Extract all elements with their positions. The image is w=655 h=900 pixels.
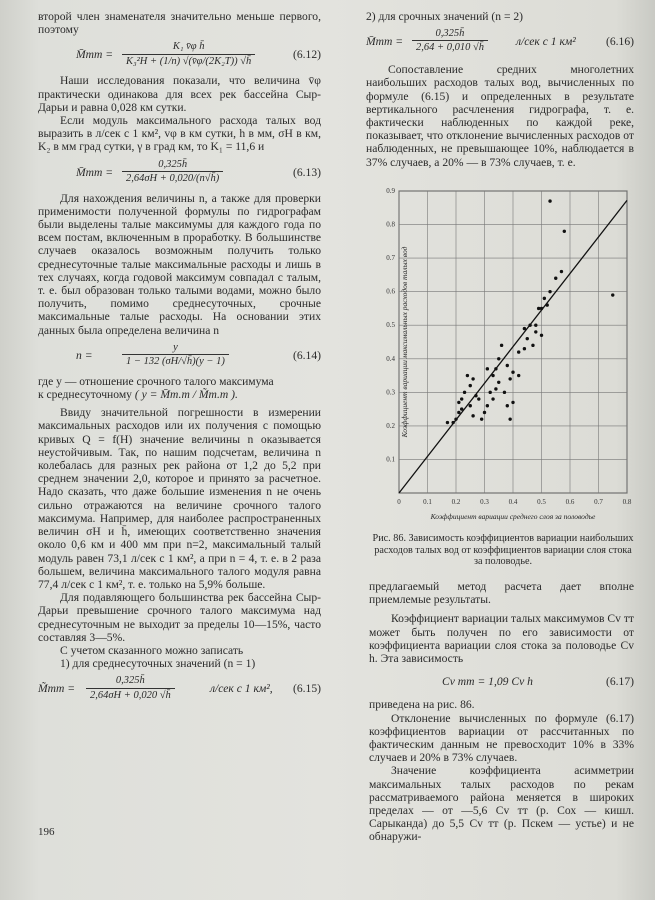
data-point: [534, 324, 537, 327]
left-column: [38, 10, 321, 708]
equation-lhs: M̄тт =: [366, 35, 404, 49]
paragraph: Если модуль максимального расхода талых вод выразить в л/сек с 1 км², vφ в км сутки, h в мм, σH в км, K₂ в мм град сутки, γ в град км, то K₁ = 11,6 и: [38, 114, 321, 154]
x-axis-label: Коэффициент вариации среднего слоя за половодье: [430, 512, 596, 521]
data-point: [454, 417, 457, 420]
data-point: [546, 303, 549, 306]
data-point: [480, 417, 483, 420]
paragraph: Наши исследования показали, что величина v̄φ практически одинакова для всех рек бассейна Сыр-Дарьи и равна 0,028 км сутки.: [38, 74, 321, 114]
data-point: [517, 374, 520, 377]
equation-number: (6.15): [292, 682, 321, 696]
data-point: [471, 377, 474, 380]
equation-6-13: [38, 158, 321, 188]
data-point: [497, 381, 500, 384]
paragraph: Коэффициент вариации талых максимумов Cv тт может быть получен по его зависимости от коэффициента вариации слоя стока за половодье Cv h. Эта зависимость: [369, 612, 634, 666]
y-tick-label: 0.4: [386, 354, 395, 363]
data-point: [500, 344, 503, 347]
equation-lhs: M̄тт =: [76, 165, 114, 179]
x-tick-label: 0.4: [508, 498, 518, 506]
numerator: 0,325h̄: [412, 27, 488, 41]
page-number: 196: [38, 826, 55, 838]
data-point: [466, 374, 469, 377]
equation-number: (6.12): [292, 48, 321, 62]
data-point: [460, 397, 463, 400]
x-tick-label: 0.8: [622, 498, 632, 506]
equation-lhs: M̄тт =: [76, 48, 114, 62]
equation-6-16: [366, 27, 634, 57]
data-point: [486, 404, 489, 407]
paragraph: 1) для среднесуточных значений (n = 1): [60, 657, 256, 671]
y-tick-label: 0.1: [386, 455, 395, 464]
x-tick-label: 0.2: [451, 498, 461, 506]
equation-fraction: [122, 158, 223, 185]
paragraph: Ввиду значительной погрешности в измерении максимальных расходов или их получения с помощью кривых Q = f(H) значение величины n оказывается неустойчивым. Так, по нашим подсчетам, величина n колебалась для разных рек района от 1,2 до 5,2 при среднем значении 2,0, которое и принято за расчетное. Надо сказать, что даже большие изменения n не очень сильно отражаются на величине срочного талого максимума. Например, для наиболее распространенных величин σH и h̄, имеющих соответственно значения около 0,6 км и 400 мм при n=2, максимальный талый модуль равен 73,1 л/сек с 1 км², а при n = 4, т. е. в 2 раза большем, величина максимального талого модуля равна 77,4 л/сек с 1 км², т. е. только на 5,9% больше.: [38, 406, 321, 591]
x-tick-label: 0.3: [480, 498, 489, 506]
numerator: 0,325h̄: [122, 158, 223, 172]
data-point: [491, 374, 494, 377]
data-point: [457, 401, 460, 404]
data-point: [540, 334, 543, 337]
data-point: [508, 417, 511, 420]
paragraph: [38, 388, 321, 401]
data-point: [554, 277, 557, 280]
data-point: [563, 230, 566, 233]
data-point: [469, 384, 472, 387]
equation-unit: л/сек с 1 км²: [516, 35, 576, 49]
equation-fraction: [122, 40, 255, 67]
data-point: [469, 404, 472, 407]
equation-fraction: [412, 27, 488, 54]
equation-number: (6.13): [292, 165, 321, 179]
data-point: [446, 421, 449, 424]
equation-number: (6.16): [605, 35, 634, 49]
x-tick-label: 0.6: [565, 498, 575, 506]
data-point: [534, 330, 537, 333]
data-point: [506, 364, 509, 367]
y-tick-label: 0.5: [386, 321, 395, 330]
x-tick-label: 0.5: [537, 498, 546, 506]
paragraph: Значение коэффициента асимметрии максимальных талых расходов по рекам рассматриваемого района меняется в широких пределах — от —5,6 Cv тт (р. Сох — кишл. Сарыканда) до 5,5 Cv тт (р. Пскем — устье) и не обнаружи-: [369, 764, 634, 844]
data-point: [511, 401, 514, 404]
data-point: [511, 371, 514, 374]
denominator: 2,64σH + 0,020 √h̄: [90, 689, 171, 701]
equation-6-12: [38, 40, 321, 70]
y-tick-label: 0.9: [386, 187, 395, 195]
data-point: [451, 421, 454, 424]
paragraph: приведена на рис. 86.: [369, 698, 475, 712]
data-point: [491, 397, 494, 400]
data-point: [460, 407, 463, 410]
numerator: 0,325h̄: [86, 674, 175, 688]
data-point: [506, 404, 509, 407]
data-point: [503, 391, 506, 394]
data-point: [474, 394, 477, 397]
figure-86: [369, 183, 637, 533]
x-tick-label: 0.7: [594, 498, 603, 506]
data-point: [494, 387, 497, 390]
scatter-chart: [369, 183, 637, 533]
text-run: к среднесуточному: [38, 388, 132, 402]
data-point: [508, 377, 511, 380]
data-point: [517, 350, 520, 353]
equation-expression: Cv тт = 1,09 Cv h: [442, 675, 533, 689]
equation-6-17: [369, 675, 634, 688]
right-column-continued: [369, 580, 634, 844]
paragraph: Для нахождения величины n, а также для проверки применимости полученной формулы по гидрографам были выделены талые максимумы для каждого года по всем постам, включенным в проработку. В большинстве случаев оказалось возможным получить только среднесуточные талые максимальные расходы и лишь в тех случаях, когда годовой максимум совпадал с талым, т. е. был образован только талыми водами, можно было получить, помимо среднесуточных, срочные максимальные талые расходы. На основании этих данных была определена величина n: [38, 191, 321, 337]
equation-lhs: n =: [76, 348, 93, 362]
paragraph: где y — отношение срочного талого максимума: [38, 374, 274, 388]
x-tick-label: 0: [397, 498, 401, 506]
denominator: 2,64σH + 0,020/(n√h̄): [126, 172, 220, 184]
y-tick-label: 0.2: [386, 421, 395, 430]
denominator: 1 − 132 (σH/√h̄)(y − 1): [126, 356, 225, 368]
paragraph: Сопоставление средних многолетних наибольших расходов талых вод, вычисленных по формуле (6.15) и определенных в результате вертикального расчленения гидрографа, т. е. фактически наблюденных по каждой реке, показывает, что отклонение вычисленных расходов от наблюденных, не превышающее 10%, наблюдается в 37% случаев, а 20% — в 73% случаев, т. е.: [366, 63, 634, 169]
paragraph: Отклонение вычисленных по формуле (6.17) коэффициентов вариации от рассчитанных по фактическим данным не превосходит 10% в 33% случаев и 20% в 73% случаев.: [369, 711, 634, 765]
data-point: [497, 357, 500, 360]
equation-unit: л/сек с 1 км²,: [210, 682, 273, 696]
numerator: K₁ v̄φ h̄: [122, 40, 255, 54]
data-point: [543, 297, 546, 300]
denominator: K₃²H + (1/n) √(v̄φ/(2K₂T)) √h̄: [126, 55, 252, 67]
y-axis-label: Коэффициент вариации максимальных расходов талых вод: [400, 246, 409, 438]
y-tick-label: 0.8: [386, 220, 395, 229]
equation-number: (6.17): [605, 675, 634, 689]
data-point: [560, 270, 563, 273]
data-point: [494, 367, 497, 370]
right-column: [366, 10, 634, 169]
data-point: [548, 290, 551, 293]
paragraph: Для подавляющего большинства рек бассейна Сыр-Дарьи превышение срочного талого максимума над среднесуточным не выходит за пределы 10—15%, часто составляя 3—5%.: [38, 591, 321, 644]
data-point: [486, 367, 489, 370]
data-point: [528, 324, 531, 327]
data-point: [611, 293, 614, 296]
y-tick-label: 0.6: [386, 287, 395, 296]
data-point: [489, 391, 492, 394]
data-point: [548, 199, 551, 202]
equation-fraction: [86, 674, 175, 701]
data-point: [523, 347, 526, 350]
y-tick-label: 0.3: [386, 388, 395, 397]
data-point: [526, 337, 529, 340]
data-point: [531, 344, 534, 347]
data-point: [477, 397, 480, 400]
figure-caption: Рис. 86. Зависимость коэффициентов вариации наибольших расходов талых вод от коэффициентов вариации слоя стока за половодье.: [372, 533, 634, 567]
equation-6-15: [38, 674, 321, 704]
data-point: [523, 327, 526, 330]
paragraph: С учетом сказанного можно записать: [60, 643, 244, 657]
data-point: [457, 411, 460, 414]
paragraph: предлагаемый метод расчета дает вполне приемлемые результаты.: [369, 580, 634, 607]
denominator: 2,64 + 0,010 √h̄: [416, 42, 484, 54]
numerator: y: [122, 341, 229, 355]
paragraph: 2) для срочных значений (n = 2): [366, 10, 524, 23]
equation-number: (6.14): [292, 348, 321, 362]
x-tick-label: 0.1: [423, 498, 432, 506]
equation-6-14: [38, 341, 321, 371]
ratio-expression: ( y = M̄т.т / M̃т.т ).: [134, 388, 238, 402]
equation-fraction: [122, 341, 229, 368]
data-point: [483, 411, 486, 414]
data-point: [471, 414, 474, 417]
equation-lhs: M̃тт =: [38, 682, 76, 696]
paragraph: второй член знаменателя значительно меньше первого, поэтому: [38, 10, 321, 37]
data-point: [540, 307, 543, 310]
data-point: [463, 391, 466, 394]
y-tick-label: 0.7: [386, 254, 395, 263]
